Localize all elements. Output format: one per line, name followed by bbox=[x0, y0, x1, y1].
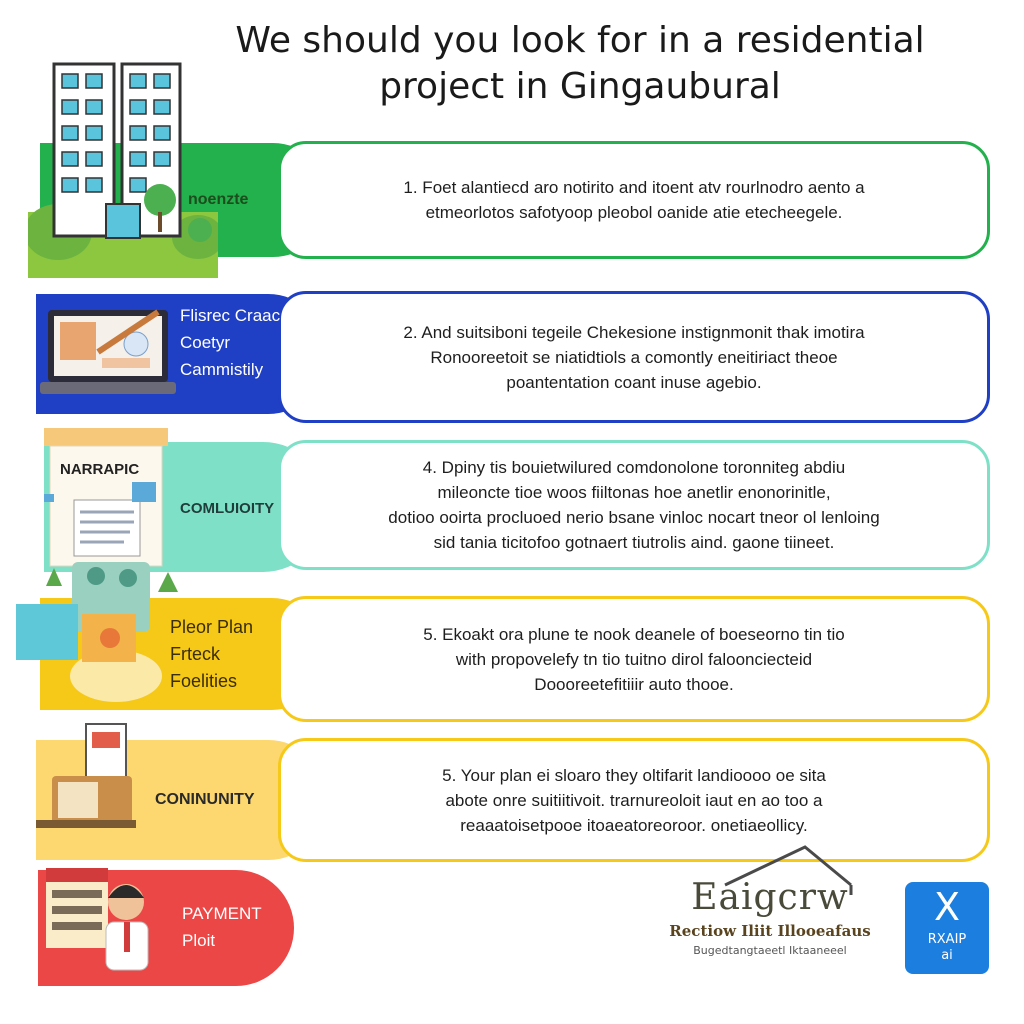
building-illustration bbox=[28, 62, 218, 278]
app-icon-label: RXAIP ai bbox=[927, 932, 967, 963]
row-card bbox=[278, 440, 990, 570]
document-illustration bbox=[40, 428, 172, 568]
app-icon[interactable] bbox=[905, 882, 989, 974]
row-label: Pleor Plan Frteck Foelities bbox=[170, 617, 254, 691]
row-overlay-label: NARRAPIC bbox=[60, 461, 140, 478]
row-card bbox=[278, 291, 990, 423]
app-glyph-icon: X bbox=[933, 885, 961, 929]
agent-illustration bbox=[40, 862, 170, 982]
kiosk-illustration bbox=[36, 722, 146, 834]
row-label: CONINUNITY bbox=[155, 791, 255, 808]
page-title-text: We should you look for in a residential project in Gingaubural bbox=[235, 20, 925, 107]
row-label: PAYMENT Ploit bbox=[182, 904, 262, 950]
row-description: 1. Foet alantiecd aro notirito and itoent atv rourlnodro aento a etmeorlotos safotyoop pleobol oanide atie etecheegele. bbox=[403, 178, 865, 222]
map-illustration bbox=[16, 556, 186, 708]
brand-name: Eaigcrw bbox=[691, 877, 849, 918]
brand-subtagline: Bugedtangtaeetl Iktaaneeel bbox=[693, 944, 847, 957]
row-card bbox=[278, 738, 990, 862]
brand-logo bbox=[655, 845, 885, 975]
page-title bbox=[150, 18, 1010, 110]
brand-tagline: Rectiow Iliit Illooeafaus bbox=[669, 922, 871, 940]
row-label: noenzte bbox=[188, 191, 249, 208]
house-roof-icon bbox=[655, 845, 885, 895]
laptop-illustration bbox=[40, 306, 176, 398]
row-card bbox=[278, 596, 990, 722]
row-description: 2. And suitsiboni tegeile Chekesione instignmonit thak imotira Ronooreetoit se niatidtiols a comontly eneitiriact theoe poantentation coant inuse agebio. bbox=[403, 322, 865, 392]
row-card bbox=[278, 141, 990, 259]
row-description: 5. Ekoakt ora plune te nook deanele of boeseorno tin tio with propovelefy tn tio tuitno dirol faloonciecteid Doooreetefitiiir auto thooe. bbox=[423, 624, 845, 694]
row-description: 5. Your plan ei sloaro they oltifarit landioooo oe sita abote onre suitiitivoit. trarnureoloit iaut en ao too a reaaatoisetpooe itoaeatoreoroor. onetiaeollicy. bbox=[442, 765, 826, 835]
row-label: COMLUIOITY bbox=[180, 500, 275, 517]
row-description: 4. Dpiny tis bouietwilured comdonolone toronniteg abdiu mileoncte tioe woos fiiltonas hoe anetlir enonorinitle, dotioo ooirta procluoed nerio bsane vinloc nocart tneor ol lenloing sid tania ticitofoo gotnaert tiutrolis aind. gaone tiineet. bbox=[388, 458, 880, 552]
row-label: Flisrec Craac. Coetyr Cammistily bbox=[180, 306, 285, 379]
